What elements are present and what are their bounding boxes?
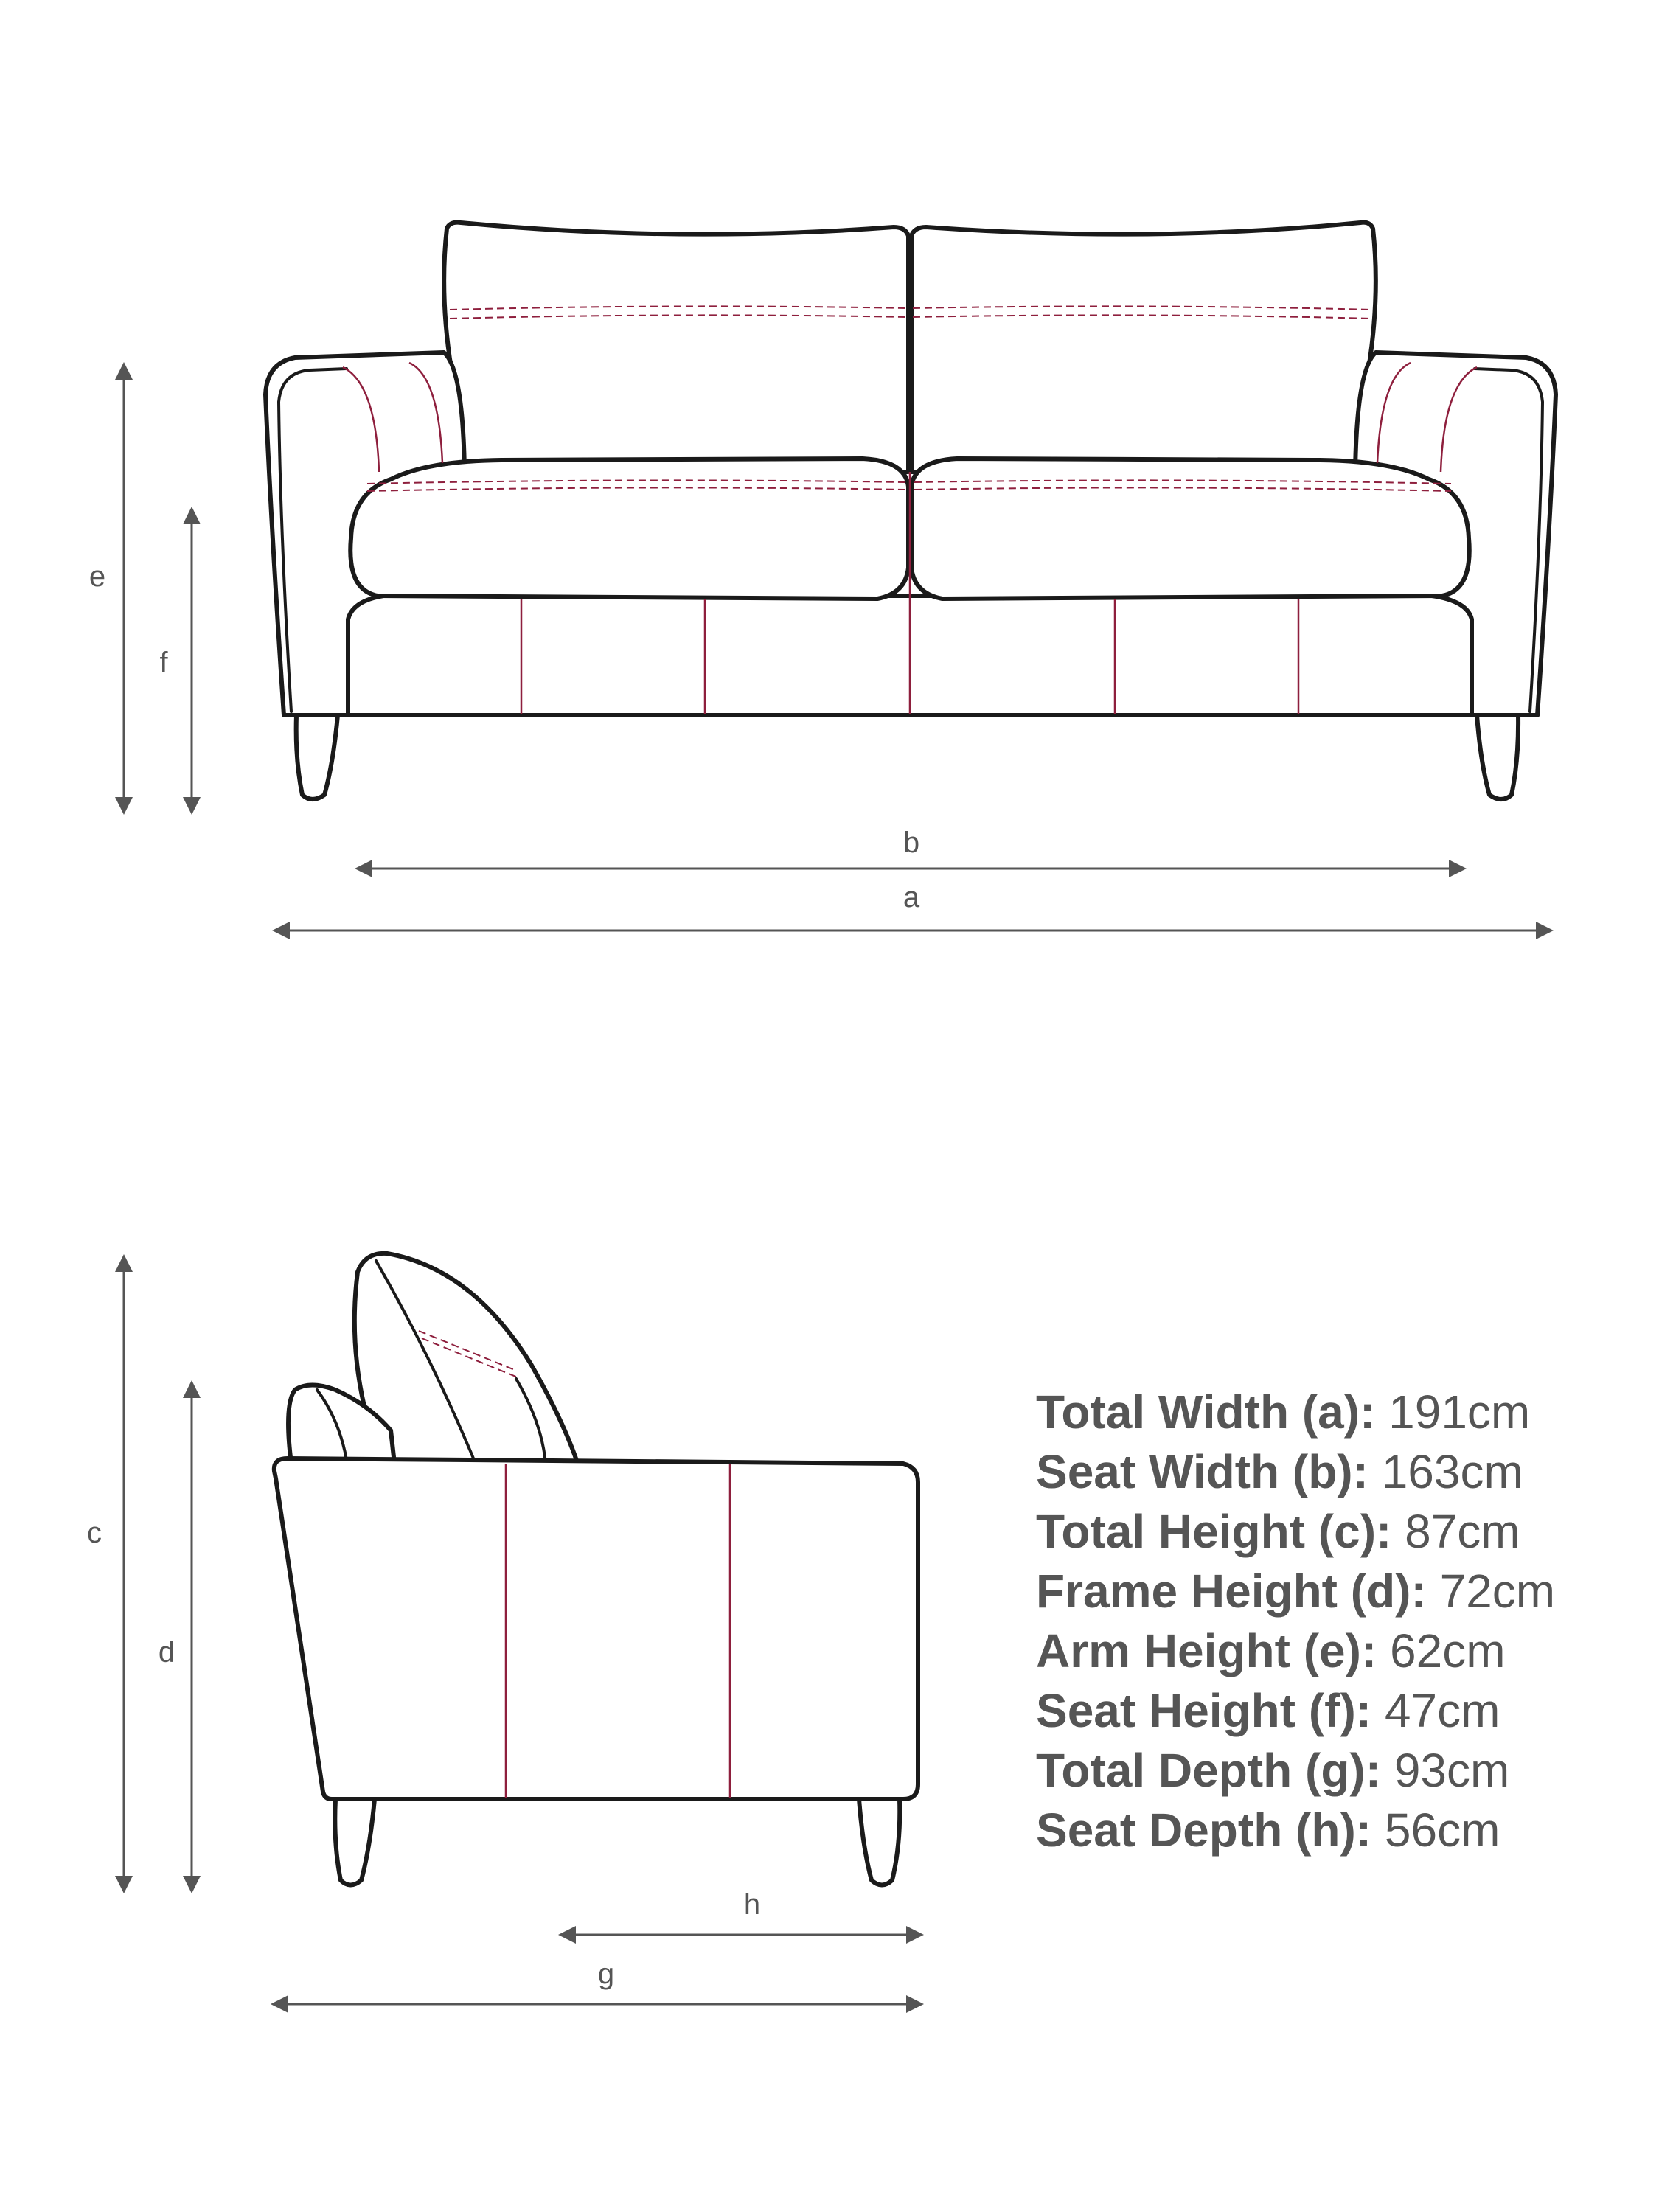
spec-arm-height: [1036, 1621, 1641, 1681]
spec-total-width: [1036, 1382, 1641, 1442]
dim-label-g: g: [597, 1958, 615, 1990]
front-right-leg: [1477, 715, 1518, 799]
spec-value: 191cm: [1388, 1385, 1531, 1439]
spec-label: Seat Height (f):: [1036, 1684, 1372, 1737]
spec-seat-depth: [1036, 1801, 1641, 1860]
sofa-front-view: [265, 223, 1556, 799]
spec-total-depth: [1036, 1741, 1641, 1801]
spec-value: 163cm: [1381, 1445, 1523, 1498]
front-back-cushion-left: [444, 223, 908, 472]
side-back-leg: [335, 1799, 375, 1885]
side-body: [274, 1458, 918, 1799]
dim-label-b: b: [902, 827, 920, 859]
spec-frame-height: [1036, 1562, 1641, 1621]
spec-label: Seat Depth (h):: [1036, 1804, 1372, 1857]
dim-label-f: f: [159, 647, 168, 679]
front-left-leg: [296, 715, 338, 799]
dim-label-a: a: [902, 881, 920, 914]
spec-value: 93cm: [1394, 1744, 1510, 1797]
dimension-spec-list: [1036, 1382, 1641, 1860]
spec-value: 87cm: [1405, 1505, 1520, 1558]
spec-label: Total Height (c):: [1036, 1505, 1392, 1558]
spec-seat-width: [1036, 1442, 1641, 1502]
dim-label-d: d: [158, 1636, 175, 1669]
spec-value: 56cm: [1384, 1804, 1500, 1857]
spec-label: Frame Height (d):: [1036, 1565, 1427, 1618]
sofa-side-view: [274, 1253, 918, 1885]
spec-seat-height: [1036, 1681, 1641, 1741]
spec-label: Arm Height (e):: [1036, 1624, 1377, 1677]
dim-label-h: h: [743, 1888, 761, 1921]
side-front-leg: [859, 1799, 900, 1885]
spec-label: Seat Width (b):: [1036, 1445, 1368, 1498]
spec-value: 62cm: [1390, 1624, 1506, 1677]
spec-value: 47cm: [1384, 1684, 1500, 1737]
spec-total-height: [1036, 1502, 1641, 1562]
spec-label: Total Depth (g):: [1036, 1744, 1382, 1797]
dim-label-c: c: [87, 1517, 102, 1549]
front-back-cushion-right: [911, 223, 1376, 472]
front-seat-cushion-right: [911, 459, 1470, 599]
front-seat-cushion-left: [350, 459, 908, 599]
dim-label-e: e: [88, 560, 106, 593]
spec-label: Total Width (a):: [1036, 1385, 1376, 1439]
spec-value: 72cm: [1439, 1565, 1556, 1618]
